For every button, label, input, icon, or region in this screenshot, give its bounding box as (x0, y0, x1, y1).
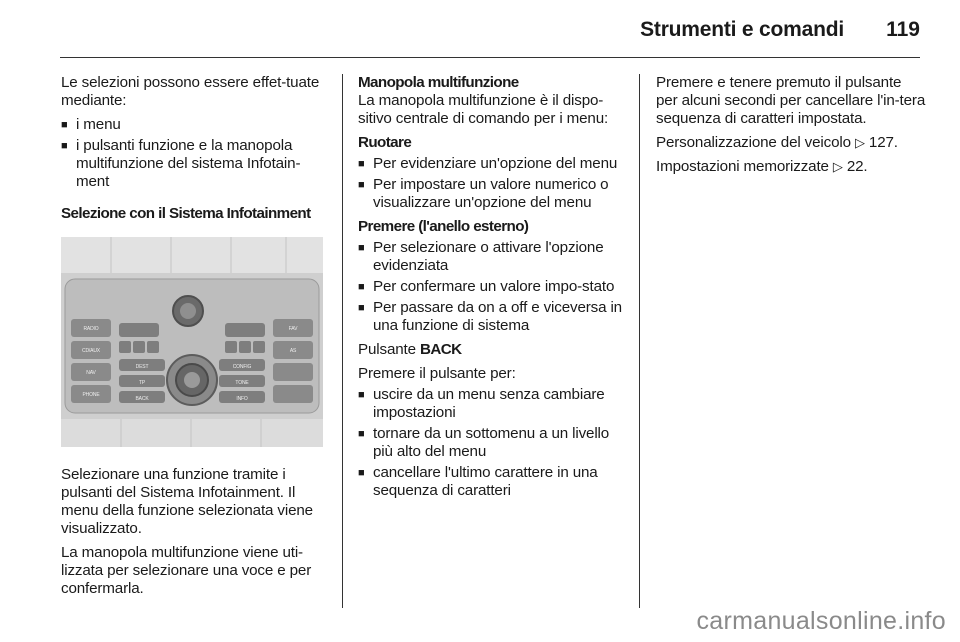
rotate-list (358, 155, 626, 212)
config-button-label: CONFIG (232, 364, 252, 370)
cross-reference (656, 158, 926, 176)
list-item: ■ Per confermare un valore impo-stato (358, 278, 626, 296)
section-heading: Selezione con il Sistema Infotainment (61, 205, 311, 222)
page-header (60, 14, 920, 58)
selection-list (61, 116, 327, 191)
cross-reference (656, 134, 926, 152)
list-item: ■ i menu (61, 116, 327, 134)
list-item: ■ cancellare l'ultimo carattere in una sequenza di caratteri (358, 464, 626, 500)
column-divider-1 (342, 74, 343, 608)
tp-button-label: TP (138, 380, 146, 386)
column-2 (358, 74, 626, 506)
description-paragraph: Selezionare una funzione tramite i pulsanti del Sistema Infotainment. Il menu della funzione selezionata viene visualizzato. (61, 466, 313, 537)
reference-arrow-icon: ▷ (854, 135, 865, 150)
section-heading: Manopola multifunzione (358, 74, 519, 91)
back-button-label: BACK (135, 396, 149, 402)
header-divider (60, 57, 920, 58)
list-item: ■ tornare da un sottomenu a un livello più alto del menu (358, 425, 626, 461)
reference-text: Personalizzazione del veicolo (656, 134, 855, 151)
radio-button-label: RADIO (83, 326, 99, 332)
list-item: ■ Per selezionare o attivare l'opzione evidenziata (358, 239, 626, 275)
page-title: Strumenti e comandi (640, 18, 844, 41)
nav-button-label: NAV (86, 370, 96, 376)
column-divider-2 (639, 74, 640, 608)
page-number: 119 (886, 18, 920, 41)
back-intro: Premere il pulsante per: (358, 365, 516, 382)
subheading-rotate: Ruotare (358, 134, 412, 151)
watermark: carmanualsonline.info (696, 607, 946, 635)
reference-text: Impostazioni memorizzate (656, 158, 833, 175)
list-item: ■ i pulsanti funzione e la manopola multifunzione del sistema Infotain-ment (61, 137, 327, 191)
list-item: ■ Per impostare un valore numerico o visualizzare un'opzione del menu (358, 176, 626, 212)
reference-page: 22. (846, 158, 868, 175)
description-paragraph: La manopola multifunzione viene uti-lizzata per selezionare una voce e per confermarla. (61, 544, 312, 597)
reference-page: 127. (868, 134, 898, 151)
column-3 (656, 74, 926, 182)
info-button-label: INFO (236, 396, 248, 402)
back-list (358, 386, 626, 500)
dest-button-label: DEST (135, 364, 149, 370)
subheading-press: Premere (l'anello esterno) (358, 218, 529, 235)
intro-paragraph: La manopola multifunzione è il dispo-sitivo centrale di comando per i menu: (358, 92, 609, 127)
list-item: ■ Per passare da on a off e viceversa in una funzione di sistema (358, 299, 626, 335)
tone-button-label: TONE (235, 380, 249, 386)
fav-button-label: FAV (288, 326, 298, 332)
back-prefix: Pulsante (358, 341, 420, 358)
press-list (358, 239, 626, 335)
list-item: ■ Per evidenziare un'opzione del menu (358, 155, 626, 173)
as-button-label: AS (289, 348, 297, 354)
list-item: ■ uscire da un menu senza cambiare impostazioni (358, 386, 626, 422)
intro-paragraph: Le selezioni possono essere effet-tuate mediante: (61, 74, 320, 109)
back-label: BACK (419, 341, 462, 358)
cd-aux-button-label: CD/AUX (82, 348, 100, 354)
column-1 (61, 74, 327, 604)
description-paragraph: Premere e tenere premuto il pulsante per alcuni secondi per cancellare l'in-tera sequenza di caratteri impostata. (656, 74, 926, 127)
back-button-heading (358, 341, 626, 359)
infotainment-panel-image (61, 237, 323, 447)
reference-arrow-icon: ▷ (832, 159, 843, 174)
phone-button-label: PHONE (82, 392, 100, 398)
